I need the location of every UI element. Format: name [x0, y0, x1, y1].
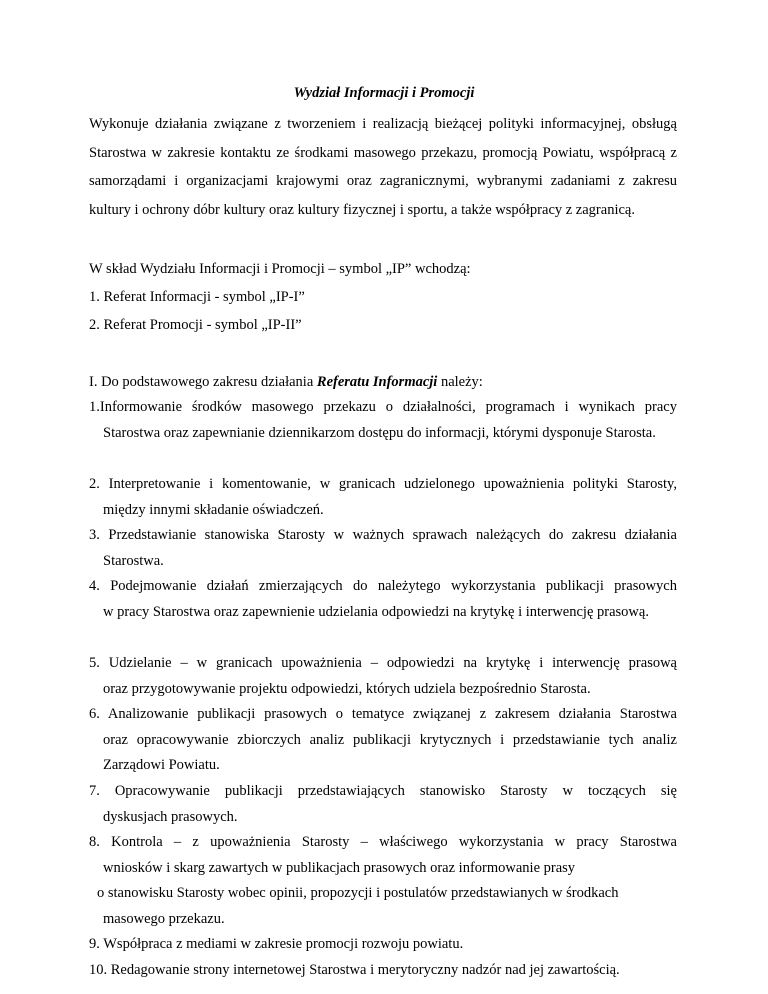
list-item-continuation: masowego przekazu. — [103, 910, 225, 927]
list-item-8 — [89, 830, 677, 932]
list-item-continuation: oraz przygotowywanie projektu odpowiedzi, których udziela bezpośrednio Starosta. — [103, 680, 591, 697]
section-heading-emphasis: Referatu Informacji — [316, 374, 438, 390]
list-item-6 — [89, 702, 677, 779]
list-item-first-line: 6. Analizowanie publikacji prasowych o tematyce związanej z zakresem działania Starostwa — [89, 706, 677, 723]
composition-line: W skład Wydziału Informacji i Promocji – symbol „IP” wchodzą: — [89, 261, 471, 277]
list-item-4 — [89, 574, 677, 625]
section-heading — [89, 372, 483, 392]
list-item-continuation: wniosków i skarg zawartych w publikacjach prasowych oraz informowanie prasy — [103, 859, 576, 876]
intro-paragraph: Wykonuje działania związane z tworzeniem i realizacją bieżącej polityki informacyjnej, obsługą Starostwa w zakresie kontaktu ze środkami masowego przekazu, promocją Powiatu, współpracą z samorządami i organizacjami krajowymi oraz zagranicznymi, wybranymi zadaniami z zakresu kultury i ochrony dóbr kultury oraz kultury fizycznej i sportu, a także współpracy z zagranicą. — [89, 116, 677, 218]
list-item-2 — [89, 472, 677, 523]
list-item-first-line: 10. Redagowanie strony internetowej Starostwa i merytoryczny nadzór nad jej zawartością. — [89, 962, 620, 979]
list-item-continuation: między innymi składanie oświadczeń. — [103, 501, 324, 518]
list-item-continuation: Starostwa oraz zapewnianie dziennikarzom dostępu do informacji, którymi dysponuje Starosta. — [103, 424, 656, 441]
section-heading-suffix: należy: — [437, 374, 483, 390]
list-item-first-line: 2. Interpretowanie i komentowanie, w granicach udzielonego upoważnienia polityki Starosty, — [89, 475, 677, 492]
list-item-first-line: 9. Współpraca z mediami w zakresie promocji rozwoju powiatu. — [89, 936, 464, 953]
list-item-9 — [89, 932, 677, 958]
unit-item-1: 1. Referat Informacji - symbol „IP-I” — [89, 289, 305, 305]
unit-item-2: 2. Referat Promocji - symbol „IP-II” — [89, 317, 302, 333]
section-heading-prefix: I. Do podstawowego zakresu działania — [89, 374, 317, 390]
list-item-10 — [89, 958, 677, 984]
list-item-continuation: dyskusjach prasowych. — [103, 808, 238, 825]
list-item-first-line: 4. Podejmowanie działań zmierzających do należytego wykorzystania publikacji prasowych — [89, 578, 677, 595]
list-item-first-line: 7. Opracowywanie publikacji przedstawiających stanowisko Starosty w toczących się — [89, 783, 677, 799]
list-item-1 — [89, 395, 677, 446]
list-item-first-line: 1.Informowanie środków masowego przekazu o działalności, programach i wynikach pracy — [89, 399, 677, 415]
list-item-first-line: 5. Udzielanie – w granicach upoważnienia – odpowiedzi na krytykę i interwencję prasową — [89, 655, 677, 671]
list-item-continuation: w pracy Starostwa oraz zapewnienie udzielania odpowiedzi na krytykę i interwencję prasową. — [103, 603, 649, 620]
list-item-7 — [89, 779, 677, 830]
document-title: Wydział Informacji i Promocji — [293, 85, 475, 101]
list-item-first-line: 8. Kontrola – z upoważnienia Starosty – właściwego wykorzystania w pracy Starostwa — [89, 834, 677, 851]
list-item-continuation: Starostwa. — [103, 552, 164, 569]
list-item-3 — [89, 523, 677, 574]
list-item-5 — [89, 651, 677, 702]
list-item-first-line: 3. Przedstawianie stanowiska Starosty w ważnych sprawach należących do zakresu działania — [89, 527, 677, 543]
list-item-continuation: o stanowisku Starosty wobec opinii, propozycji i postulatów przedstawianych w środkach — [97, 885, 619, 902]
list-item-continuation: oraz opracowywanie zbiorczych analiz publikacji krytycznych i przedstawianie tych analiz Zarządowi Powiatu. — [103, 731, 677, 774]
